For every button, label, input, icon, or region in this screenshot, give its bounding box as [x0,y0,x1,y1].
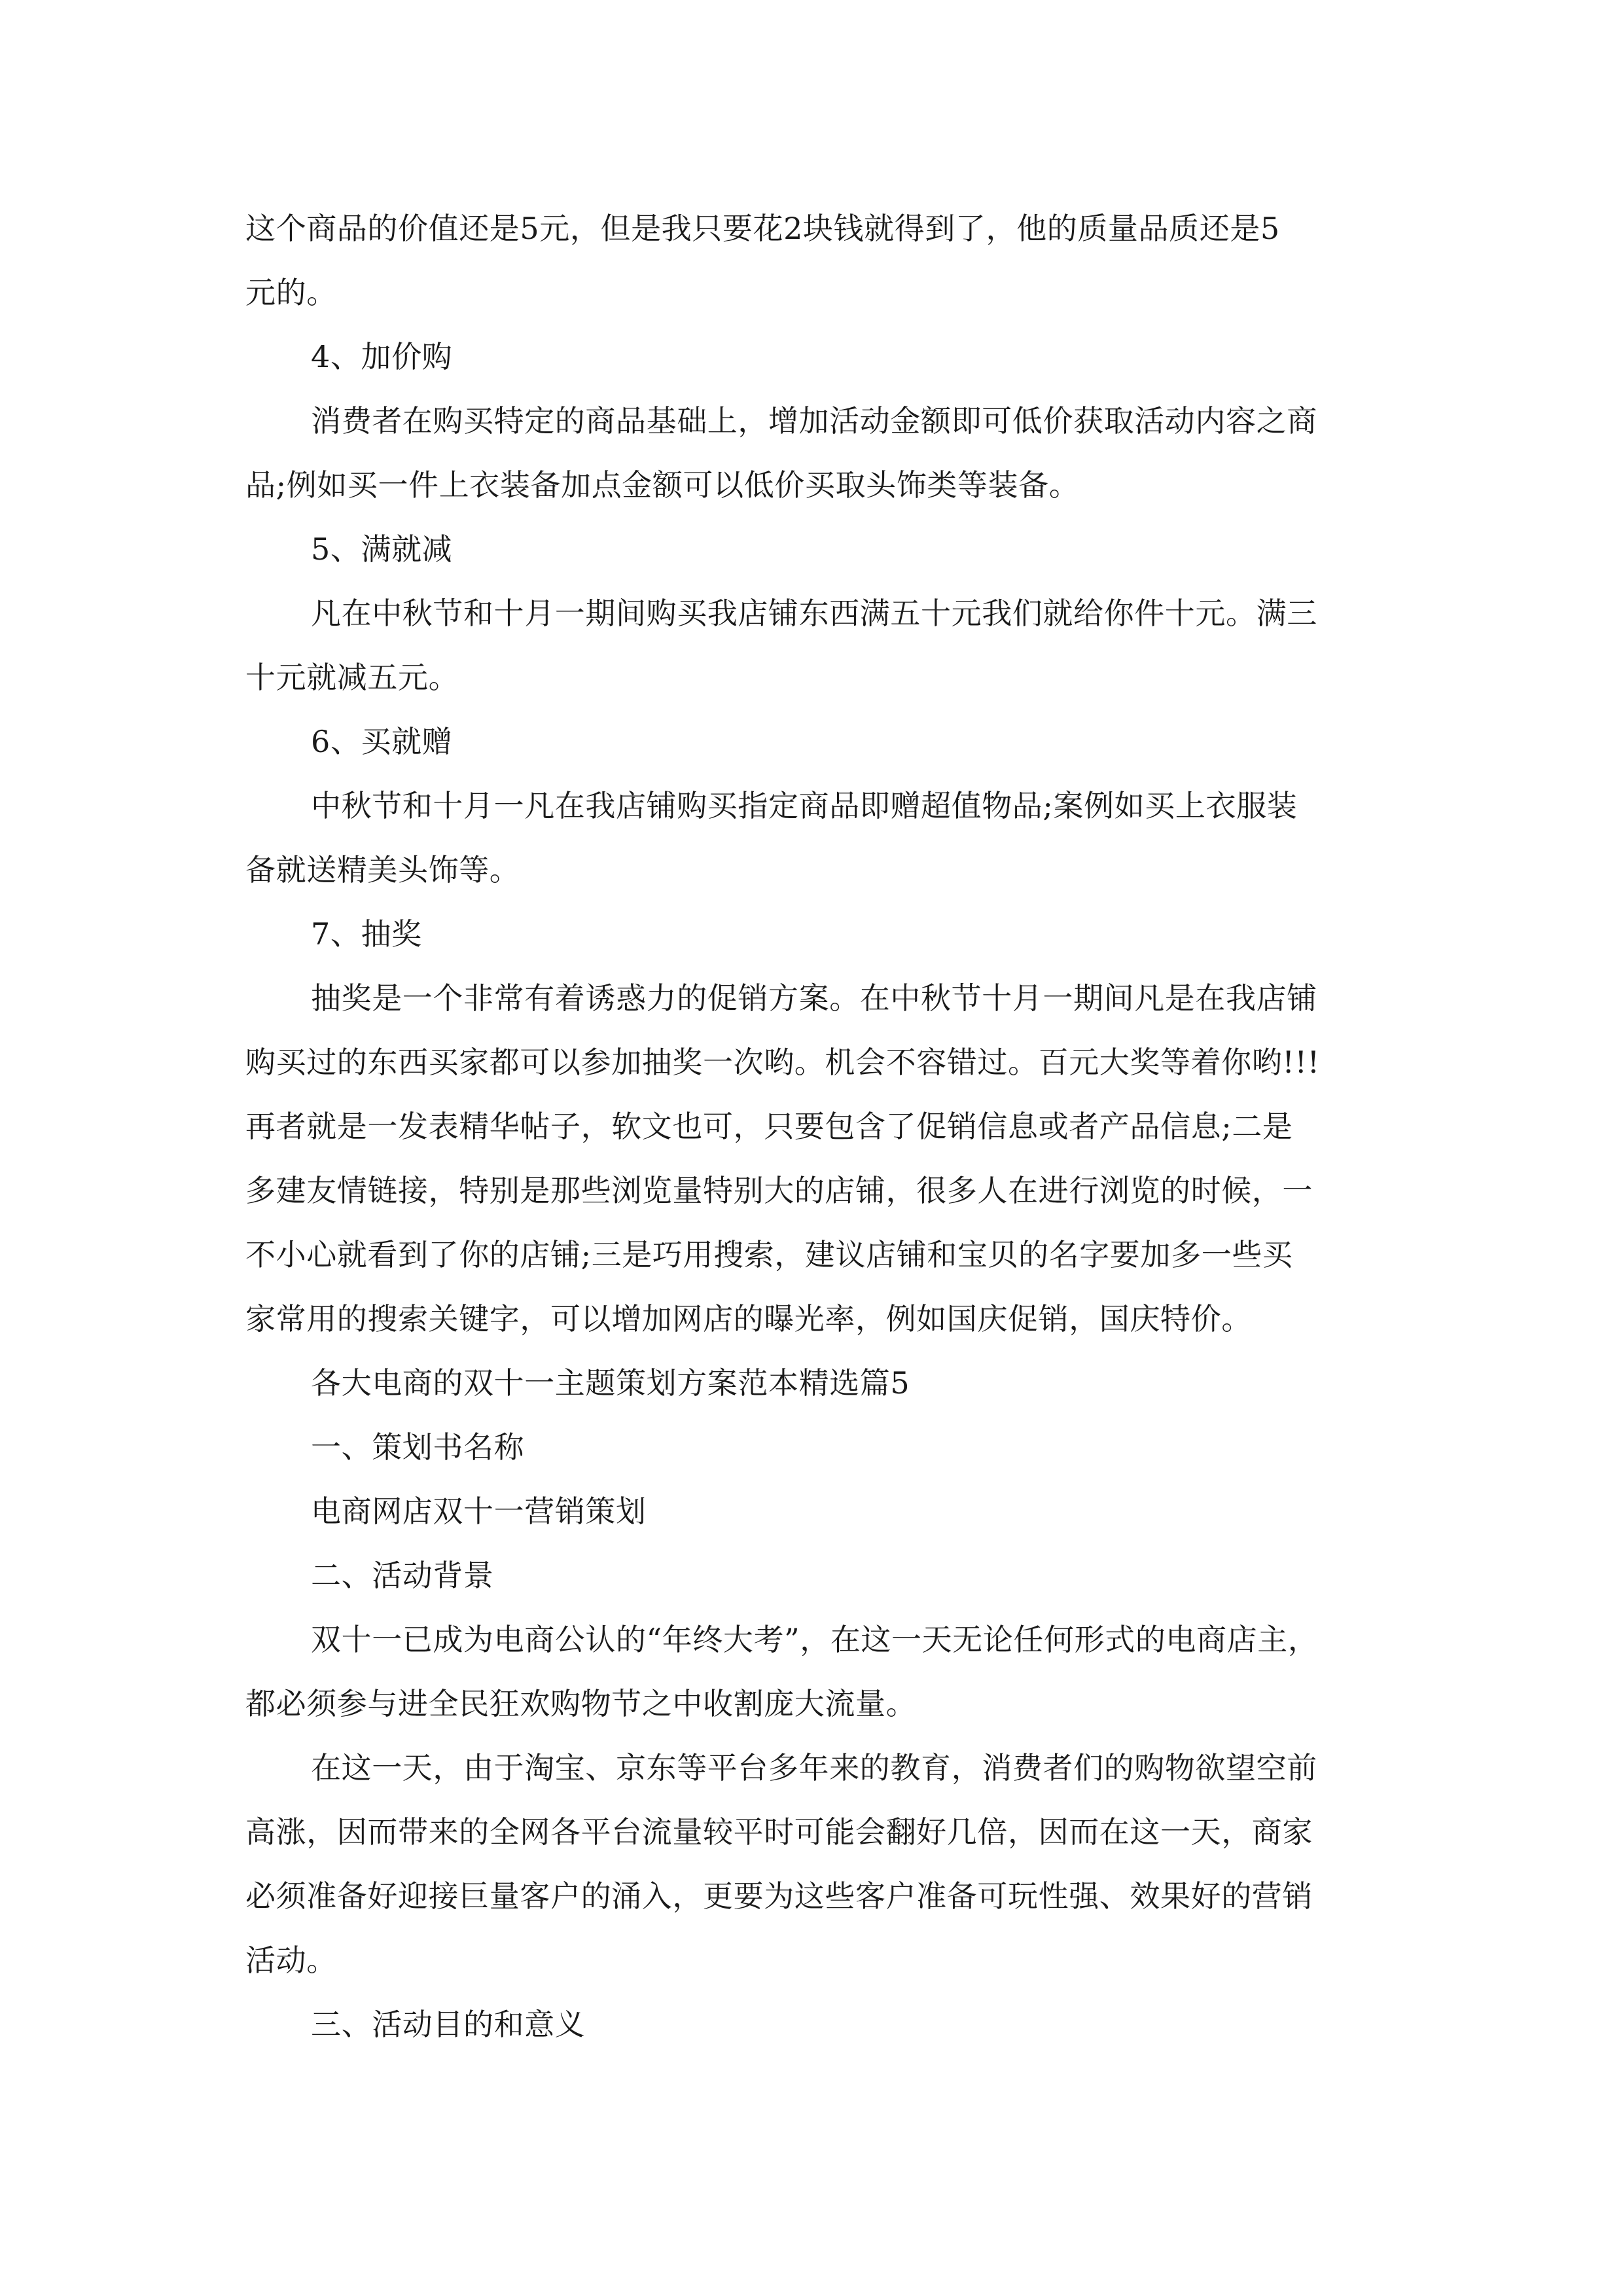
paragraph-line: 在这一天，由于淘宝、京东等平台多年来的教育，消费者们的购物欲望空前 [311,1750,1317,1785]
paragraph-line: 高涨，因而带来的全网各平台流量较平时可能会翻好几倍，因而在这一天，商家 [245,1814,1313,1850]
paragraph-line: 双十一已成为电商公认的“年终大考”，在这一天无论任何形式的电商店主， [311,1622,1319,1657]
section-heading: 7、抽奖 [311,916,422,952]
paragraph-line: 活动。 [245,1943,337,1978]
document-body [245,196,1410,2056]
article-title: 各大电商的双十一主题策划方案范本精选篇5 [311,1365,910,1401]
paragraph-line: 备就送精美头饰等。 [245,852,520,888]
paragraph-line: 必须准备好迎接巨量客户的涌入，更要为这些客户准备可玩性强、效果好的营销 [245,1878,1313,1914]
paragraph-line: 品;例如买一件上衣装备加点金额可以低价买取头饰类等装备。 [245,467,1080,503]
section-heading: 二、活动背景 [311,1558,494,1593]
paragraph-line: 凡在中秋节和十月一期间购买我店铺东西满五十元我们就给你件十元。满三 [311,596,1317,631]
paragraph-line: 购买过的东西买家都可以参加抽奖一次哟。机会不容错过。百元大奖等着你哟!!! [245,1045,1320,1080]
paragraph-line: 元的。 [245,275,337,310]
section-heading: 6、买就赠 [311,724,453,759]
paragraph-line: 家常用的搜索关键字，可以增加网店的曝光率，例如国庆促销，国庆特价。 [245,1301,1252,1336]
paragraph-line: 这个商品的价值还是5元，但是我只要花2块钱就得到了，他的质量品质还是5 [245,211,1280,246]
paragraph-line: 消费者在购买特定的商品基础上，增加活动金额即可低价获取活动内容之商 [311,403,1317,439]
paragraph-line: 电商网店双十一营销策划 [311,1494,647,1529]
section-heading: 4、加价购 [311,339,453,374]
section-heading: 三、活动目的和意义 [311,2007,586,2042]
section-heading: 5、满就减 [311,531,453,567]
paragraph-line: 多建友情链接，特别是那些浏览量特别大的店铺，很多人在进行浏览的时候，一 [245,1173,1313,1208]
paragraph-line: 不小心就看到了你的店铺;三是巧用搜索，建议店铺和宝贝的名字要加多一些买 [245,1237,1293,1272]
paragraph-line: 抽奖是一个非常有着诱惑力的促销方案。在中秋节十月一期间凡是在我店铺 [311,980,1317,1016]
paragraph-line: 中秋节和十月一凡在我店铺购买指定商品即赠超值物品;案例如买上衣服装 [311,788,1298,823]
paragraph-line: 十元就减五元。 [245,660,459,695]
section-heading: 一、策划书名称 [311,1429,525,1465]
paragraph-line: 都必须参与进全民狂欢购物节之中收割庞大流量。 [245,1686,917,1721]
paragraph-line: 再者就是一发表精华帖子，软文也可，只要包含了促销信息或者产品信息;二是 [245,1109,1293,1144]
